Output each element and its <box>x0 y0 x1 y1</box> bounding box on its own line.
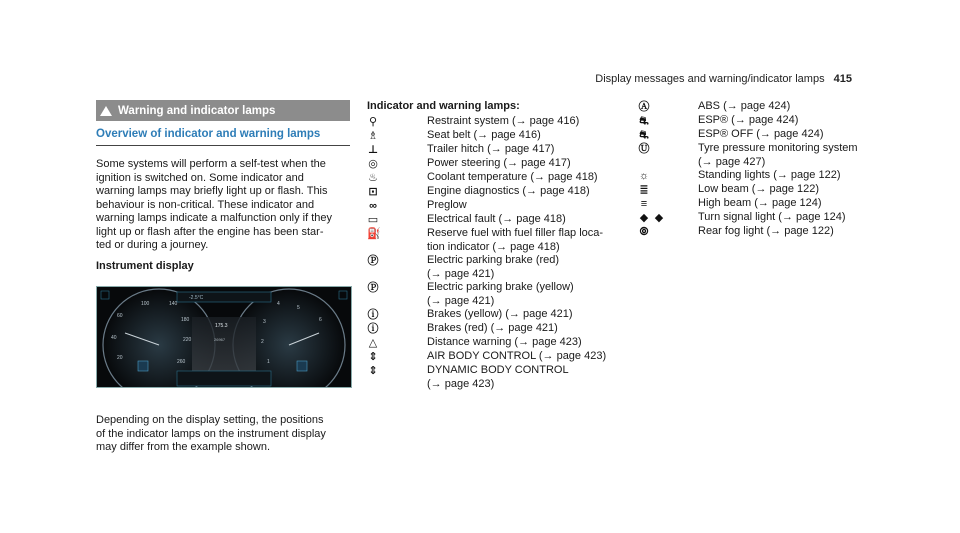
lamp-description-line: Trailer hitch (→ page 417) <box>427 143 555 155</box>
lamp-description <box>698 114 868 128</box>
lamp-description-line: Electric parking brake (red) <box>427 254 560 266</box>
lamp-icon-cell <box>638 183 698 197</box>
lamp-row <box>367 213 607 227</box>
section-subtitle: Overview of indicator and warning lamps <box>96 128 350 146</box>
lamp-row <box>367 322 607 336</box>
lamp-description <box>427 185 607 199</box>
airbag-icon: ⚲ <box>368 116 378 128</box>
brakes-red-icon: ⓘ <box>367 323 379 335</box>
lamp-description-line: ESP® OFF (→ page 424) <box>698 128 824 140</box>
lamp-icon-cell <box>367 185 427 199</box>
lamp-row <box>638 142 868 169</box>
lamp-row <box>367 115 607 129</box>
lamp-icon-cell <box>367 143 427 157</box>
intro-paragraph <box>96 158 350 253</box>
intro-line: warning lamps may briefly light up or flash. This <box>96 185 328 197</box>
lamp-description <box>427 227 607 254</box>
lamp-description <box>427 115 607 129</box>
lamp-icon-cell <box>638 225 698 239</box>
lamp-row <box>367 350 607 364</box>
svg-text:40: 40 <box>111 335 117 341</box>
svg-text:100: 100 <box>141 301 150 307</box>
lamp-list-column-1 <box>367 100 607 391</box>
lamp-description-line: Restraint system (→ page 416) <box>427 115 580 127</box>
lamp-icon-cell <box>638 100 698 114</box>
lamp-row <box>367 129 607 143</box>
fuel-icon: ⛽ <box>367 228 381 240</box>
lamp-description <box>698 169 868 183</box>
turn-signal-right-icon: ◆ <box>654 212 664 224</box>
lamp-description-line: DYNAMIC BODY CONTROL <box>427 364 569 376</box>
lamp-row <box>367 227 607 254</box>
lamp-description <box>427 157 607 171</box>
lamp-row <box>367 336 607 350</box>
seatbelt-icon: ♗ <box>368 130 378 142</box>
lamp-icon-cell <box>638 197 698 211</box>
svg-text:20: 20 <box>117 355 123 361</box>
lamp-description <box>427 350 607 364</box>
parking-brake-yellow-icon: Ⓟ <box>367 282 379 294</box>
lamp-description <box>427 336 607 350</box>
lamp-description-line: Preglow <box>427 199 467 211</box>
lamp-description-line: Reserve fuel with fuel filler flap loca- <box>427 227 604 239</box>
lamp-icon-cell <box>367 157 427 171</box>
lamp-description-line: Coolant temperature (→ page 418) <box>427 171 598 183</box>
lamp-description <box>698 100 868 114</box>
lamp-description-line: Brakes (red) (→ page 421) <box>427 322 558 334</box>
warning-triangle-icon <box>100 106 112 116</box>
lamp-row <box>367 171 607 185</box>
lamp-list-column-2 <box>638 100 868 239</box>
caption-line: of the indicator lamps on the instrument display <box>96 427 326 440</box>
lamp-icon-cell <box>367 129 427 143</box>
lamps-heading: Indicator and warning lamps: <box>367 100 520 112</box>
lamp-row <box>367 281 607 308</box>
lamp-description-line: Turn signal light (→ page 124) <box>698 211 846 223</box>
svg-text:220: 220 <box>183 337 192 343</box>
intro-line: behaviour is non-critical. These indicator and <box>96 198 315 211</box>
lamp-icon-cell <box>367 350 427 364</box>
intro-line: Some systems will perform a self-test when the <box>96 158 326 170</box>
instrument-cluster-graphic <box>97 287 351 387</box>
lamp-icon-cell <box>638 142 698 156</box>
lamp-description <box>427 213 607 227</box>
lamp-description <box>698 225 868 239</box>
lamp-description <box>698 142 868 169</box>
rear-fog-icon: ⦾ <box>639 226 649 238</box>
lamp-description-line: AIR BODY CONTROL (→ page 423) <box>427 350 607 362</box>
lamp-icon-cell <box>367 254 427 268</box>
lamp-icon-cell <box>367 308 427 322</box>
lamp-description <box>427 254 607 281</box>
lamp-description <box>698 211 868 225</box>
svg-text:260: 260 <box>177 359 186 365</box>
brakes-yellow-icon: ⓘ <box>367 309 379 321</box>
lamp-description-line: Seat belt (→ page 416) <box>427 129 541 141</box>
page-header <box>595 73 852 85</box>
dynamic-body-control-icon: ⇕ <box>368 365 378 377</box>
lamp-icon-cell <box>367 281 427 295</box>
lamp-row <box>638 169 868 183</box>
standing-lights-icon: ☼ <box>638 170 650 182</box>
svg-text:180: 180 <box>181 317 190 323</box>
lamp-description-line: (→ page 421) <box>427 294 495 307</box>
lamp-row <box>638 225 868 239</box>
lamp-description-line: Rear fog light (→ page 122) <box>698 225 834 237</box>
abs-icon: Ⓐ <box>638 101 650 113</box>
lamp-description-line: (→ page 423) <box>427 377 495 390</box>
lamp-row <box>638 197 868 211</box>
lamp-row <box>638 114 868 128</box>
battery-icon: ▭ <box>367 214 379 226</box>
lamp-icon-cell <box>367 336 427 350</box>
lamp-description <box>698 128 868 142</box>
lamp-description <box>427 322 607 336</box>
lamp-description-line: Low beam (→ page 122) <box>698 183 820 195</box>
lamp-description-line: ESP® (→ page 424) <box>698 114 799 126</box>
preglow-icon: ∞ <box>369 200 377 212</box>
lamp-icon-cell <box>638 114 698 128</box>
svg-text:140: 140 <box>169 301 178 307</box>
lamp-icon-cell <box>367 115 427 129</box>
distance-warning-icon: △ <box>368 337 378 349</box>
caption-line: Depending on the display setting, the positions <box>96 414 324 426</box>
trailer-hitch-icon: ⊥ <box>367 144 379 156</box>
cluster-caption <box>96 414 350 455</box>
lamp-description-line: High beam (→ page 124) <box>698 197 822 209</box>
section-title-bar <box>96 100 350 121</box>
lamp-description-line: Distance warning (→ page 423) <box>427 336 582 348</box>
svg-text:6: 6 <box>319 317 322 323</box>
lamp-description-line: Power steering (→ page 417) <box>427 157 571 169</box>
lamp-description <box>698 183 868 197</box>
lamp-description-line: Engine diagnostics (→ page 418) <box>427 185 590 197</box>
lamp-description <box>427 199 607 213</box>
lamp-icon-cell <box>367 199 427 213</box>
lamp-description <box>698 197 868 211</box>
lamp-description-line: Standing lights (→ page 122) <box>698 169 841 181</box>
turn-signal-icon: ◆ <box>639 212 649 224</box>
lamp-row <box>638 183 868 197</box>
lamp-description-line: Electrical fault (→ page 418) <box>427 213 566 225</box>
cluster-odometer: 26967 <box>214 337 226 342</box>
instrument-cluster-image <box>96 286 352 388</box>
lamp-description-line: (→ page 427) <box>698 155 766 168</box>
lamp-row <box>367 308 607 322</box>
lamp-row <box>367 199 607 213</box>
intro-line: ted or during a journey. <box>96 239 209 251</box>
lamp-description <box>427 129 607 143</box>
lamp-description-line: ABS (→ page 424) <box>698 100 791 112</box>
lamp-description <box>427 364 607 391</box>
lamp-description-line: (→ page 421) <box>427 267 495 280</box>
low-beam-icon: ≣ <box>639 184 649 196</box>
lamp-icon-cell <box>367 364 427 378</box>
intro-line: ignition is switched on. Some indicator and <box>96 171 304 184</box>
lamp-icon-cell <box>638 169 698 183</box>
lamp-row <box>367 185 607 199</box>
lamp-description-line: Tyre pressure monitoring system <box>698 142 858 154</box>
esp-off-icon: ⛐ <box>639 129 649 141</box>
instrument-display-heading: Instrument display <box>96 259 194 272</box>
svg-text:5: 5 <box>297 305 300 311</box>
lamp-description-line: tion indicator (→ page 418) <box>427 240 560 253</box>
high-beam-icon: ≡ <box>640 198 648 210</box>
svg-text:2: 2 <box>261 339 264 345</box>
section-title: Warning and indicator lamps <box>118 104 276 117</box>
engine-icon: ⊡ <box>368 186 378 198</box>
air-body-control-icon: ⇕ <box>368 351 378 363</box>
lamp-description <box>427 308 607 322</box>
lamp-icon-cell <box>367 213 427 227</box>
svg-text:4: 4 <box>277 301 280 307</box>
lamp-row <box>367 157 607 171</box>
intro-line: warning lamps indicate a malfunction only if they <box>96 212 333 224</box>
lamp-description <box>427 281 607 308</box>
lamp-description-line: Electric parking brake (yellow) <box>427 281 574 293</box>
cluster-outside-temp: -2.5°C <box>189 295 204 301</box>
header-title: Display messages and warning/indicator lamps <box>595 73 825 85</box>
caption-line: may differ from the example shown. <box>96 441 271 453</box>
lamp-row <box>367 364 607 391</box>
power-steering-icon: ◎ <box>368 158 378 170</box>
tyre-pressure-icon: Ⓤ <box>638 143 650 155</box>
svg-text:3: 3 <box>263 319 266 325</box>
lamp-description <box>427 171 607 185</box>
svg-text:1: 1 <box>267 359 270 365</box>
lamp-icon-cell <box>367 171 427 185</box>
coolant-icon: ♨ <box>368 172 378 184</box>
lamp-row <box>638 128 868 142</box>
intro-line: light up or flash after the engine has been star- <box>96 225 324 238</box>
lamp-description <box>427 143 607 157</box>
lamp-icon-cell <box>638 128 698 142</box>
lamp-row <box>367 143 607 157</box>
svg-text:60: 60 <box>117 313 123 319</box>
lamp-row <box>367 254 607 281</box>
cluster-center-readout: 175.3 <box>215 323 228 329</box>
lamp-row <box>638 211 868 225</box>
lamp-description-line: Brakes (yellow) (→ page 421) <box>427 308 573 320</box>
page-number: 415 <box>833 73 852 85</box>
lamp-icon-cell <box>367 227 427 241</box>
lamp-row <box>638 100 868 114</box>
lamp-icon-cell <box>638 211 698 225</box>
left-column <box>96 100 350 272</box>
parking-brake-red-icon: Ⓟ <box>367 255 379 267</box>
esp-icon: ⛐ <box>639 115 649 127</box>
lamp-icon-cell <box>367 322 427 336</box>
